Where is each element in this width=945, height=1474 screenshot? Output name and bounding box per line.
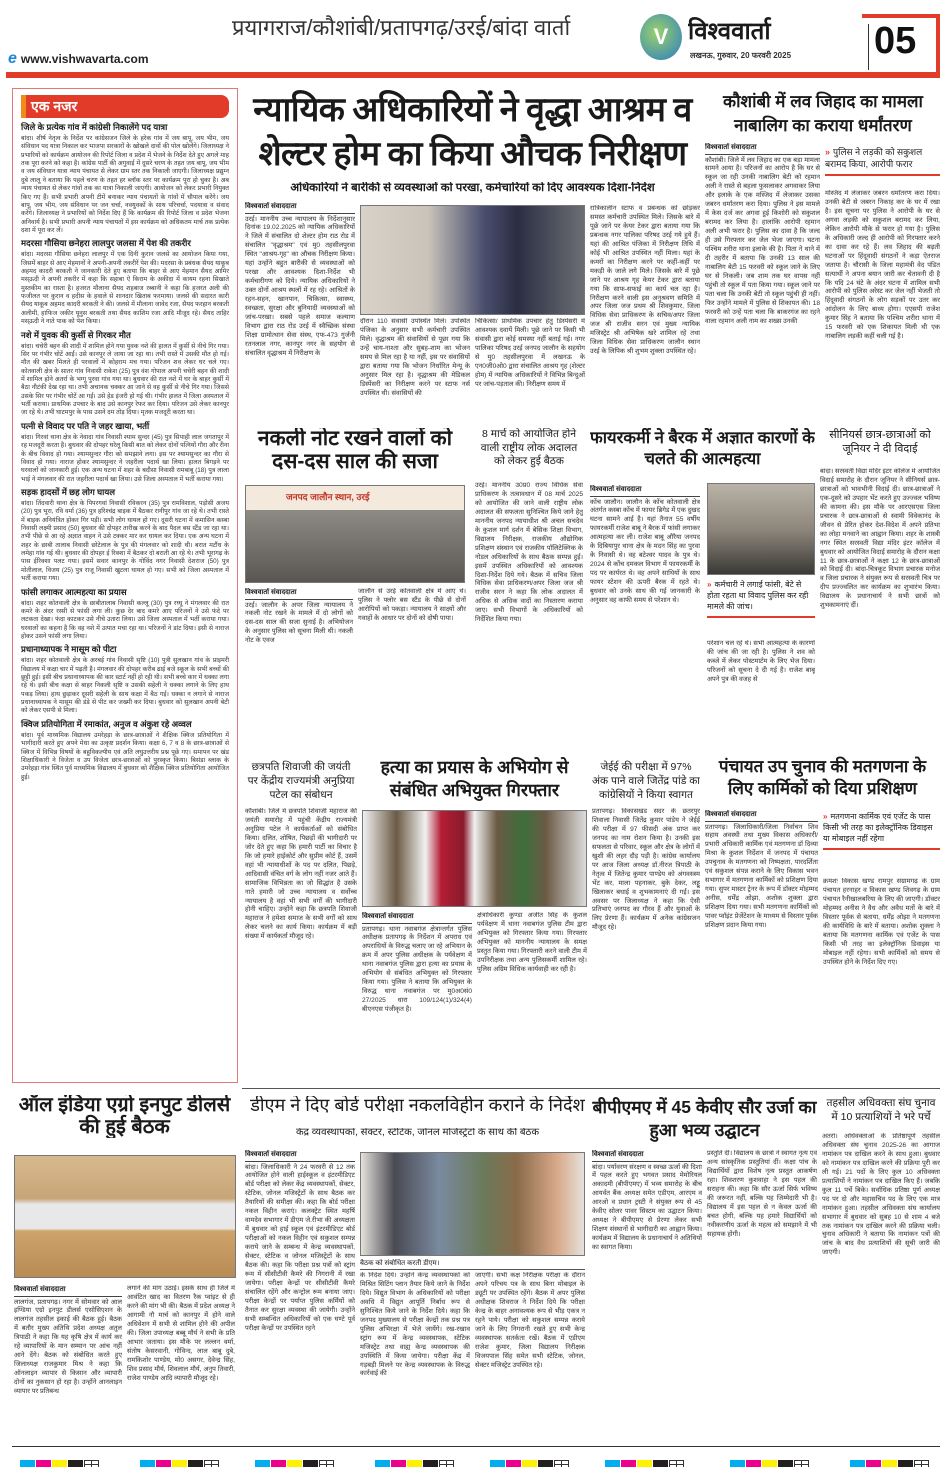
color-swatch: [778, 1460, 793, 1467]
solar-col1: विश्ववार्ता संवाददाता बांदा। पर्यावरण संरक्षण व स्वच्छ ऊर्जा की दिशा में पहल करते हुए भगवत प्रसाद मेमोरियल अकादमी (बीपीएमए) में भव्य समारोह के बीच आयर्वत बैंक अध्यक्ष समेत एडीएम, आरएम व आरओ व प्रधान ट्रस्टी ने संयुक्त रूप से 45 केवीए सोलर पावर सिस्टम का उद्घाटन किया। अध्यक्ष ने बीपीएमए से प्रेरणा लेकर सभी शिक्षण संस्थानों से भागीदारी का आह्वान किया। कार्यक्रम में विद्यालय के प्रधानाचार्य ने अतिथियों का स्वागत किया।: [592, 1151, 702, 1252]
fake-notes-col2: जालौन से उरई कोतवाली क्षेत्र में आए थे। पुलिस ने फ्लोर बस स्टैंड के पीछे से दोनों आरोपियों को पकड़ा। न्यायालय ने साक्ष्यों और गवाहों के आधार पर दोनों को दोषी पाया।: [358, 588, 466, 622]
section-divider: [242, 1088, 940, 1089]
color-swatch: [68, 1460, 83, 1467]
cmyk-swatch-group: [375, 1455, 454, 1467]
main-article-col2: दौरान 110 संवासी उपस्थित मिले। उपस्थित पंजिका के अनुसार सभी कर्मचारी उपस्थित मिले। वृद्धाश्रम की संवासियों से पूछा गया कि उन्हें चाय-नाश्ता और सुबह-शाम का भोजन समय से मिल रहा है या नहीं, इस पर संवासियों द्वारा बताया गया कि भोजन निर्धारित मेन्यू के अनुसार मिल रहा है। वृद्धाश्रम की मेडिकल डिस्पेंसरी का निरीक्षण करने पर स्टाफ नर्स उपस्थित थी। संवासियों की: [360, 318, 470, 397]
registration-mark-icon: [669, 1460, 684, 1467]
color-swatch: [140, 1460, 155, 1467]
color-swatch: [20, 1460, 35, 1467]
registration-mark-icon: [204, 1460, 219, 1467]
brief-body: बांदा। शहर कोतवाली क्षेत्र के अरबई गांव निवासी सृष्टि (10) पुत्री सुलखान गांव के प्राइमरी विद्यालय में कक्षा चार में पढ़ती है। मंगलवार की दोपहर करीब ढाई बजे स्कूल के सभी बच्चों की छुट्टी हुई। इसी बीच प्रधानाध्यापक की कार स्टार्ट नहीं हो रही थी। सभी बच्चे कार में धक्का लगा रहे थे। इसी बीच कक्षा से बाहर निकली सृष्टि व उसकी सहेली ने धक्का लगाने के लिए हाथ पकड़ लिया। हाथ छुड़ाकर दूसरी सहेली के साथ कक्षा में बैठ गई। धक्का न लगाने से नाराज प्रधानाध्यापक ने मासूम की डंडे से पीट कर जख्मी कर दिया। बुधवार को सुलखान अपनी बेटी को लेकर एसपी से मिला।: [21, 657, 229, 715]
main-article-col1: विश्ववार्ता संवाददाता उरई। माननीय उच्च न्यायालय के निर्देशानुसार दिनांक 19.02.2025 को न्यायिक अधिकारियों ने जिले में संचालित दो शेल्टर होम राठ रोड में संचालित ''वृद्धाश्रम'' एवं मु0 तहसीलपुरवा स्थित ''आश्रय-गृह'' का औचक निरीक्षण किया। यहां उन्होंने बहुत बारीकी से व्यवस्थाओं को परखा और आवश्यक दिशा-निर्देश भी कर्मचारीगण को दिये। न्यायिक अधिकारियों ने उक्त दोनों आश्रय स्थलों में रह रहे। आश्रितों के रहन-सहन, खानपान, चिकित्सा, स्वास्थ्य, स्वच्छता, सुरक्षा और बुनियादी व्यवस्थाओं को जांच-परखा। सबसे पहले समाज कल्याण विभाग द्वारा राठ रोड उरई में स्वैच्छिक संस्था शिक्षा ग्रामोत्थान सेवा संस्थ, एफ-473 गुर्जनी रतनलाल नगर, कानपुर नगर के सहयोग से संचालित वृद्धाश्रम में निरीक्षण के: [245, 203, 355, 357]
panchayat-col2: क्रमशः विकास खण्ड रामपुर संग्रामगढ़ के ग्राम पंचायत हरनाहर व विकास खण्ड शिवगढ़ के ग्राम पंचायत रैनीखालबरिया के लिए की जाएगी। डॉक्टर मोहम्मद अनीस ने वैध और अवैध मतों के बारे में विस्तार पूर्वक से बताया, धर्मेंद्र ओझा ने मतगणना की कार्यविधि के बारे में बताया। अशोक शुक्ला ने बताया कि मतगणना कार्मिक एवं एजेंट के पास किसी भी तरह का इलेक्ट्रॉनिक डिवाइस या मोबाइल नहीं रहेगा। सभी कार्मिकों को समय से उपस्थित होने के निर्देश दिए गए।: [823, 878, 940, 966]
color-swatch: [637, 1460, 652, 1467]
color-swatch: [172, 1460, 187, 1467]
brief-title: फांसी लगाकर आत्महत्या का प्रयास: [21, 586, 127, 597]
color-swatch: [375, 1460, 390, 1467]
tehsil-headline: तहसील अधिवक्ता संघ चुनाव में 10 प्रत्याशियों ने भरे पर्चे: [826, 1097, 936, 1124]
color-swatch: [287, 1460, 302, 1467]
page-number-box: [862, 14, 940, 74]
page-number: 05: [874, 20, 917, 62]
jee-headline: जेईई की परीक्षा में 97% अंक पाने वाले जितेंद्र पांडे का कांग्रेसियों ने किया स्वागत: [592, 761, 700, 802]
dm-col3: जाएगी। सभी कक्ष निरीक्षक परीक्षा के दौरान अपने परिचय पत्र के साथ बिना मोबाइल के ड्यूटी पर उपस्थित रहेंगे। बैठक में अपर पुलिस अधीक्षक शिवराज ने निर्देश दिये कि परीक्षा केन्द्र के बाहर अनावश्यक रूप से भीड़ एकत्र न रहने पाये। परीक्षा को सकुशल सम्पन्न कराये जाने के लिए निगरानी रखते हुए सभी केन्द्र व्यवस्थापक सतर्कता रखें। बैठक में एडीएम राजेश कुमार, जिला विद्यालय निरीक्षक विजयपाल सिंह समेत सभी स्टेटिक, जोनल, सेक्टर मजिस्ट्रेट उपस्थित रहे।: [475, 1272, 585, 1369]
agro-col1: विश्ववार्ता संवाददाता लालगंज, प्रतापगढ़। नगर में सोमवार को आल इण्डिया एग्रो इनपुट डीलर्स एसोसिएशन के लालगंज तहसील इकाई की बैठक हुई। बैठक में बतौर मुख्य अतिथि प्रदेश अध्यक्ष अतुल त्रिपाठी ने कहा कि यह कृषि क्षेत्र में कार्य कर रहे व्यापारियों के मान सम्मान पर आंच नहीं आने देंगे। बैठक को संबोधित करते हुए जिलाध्यक्ष राजकुमार मिश्र ने कहा कि ऑनलाइन व्यापार से किसान और व्यापारी दोनों का नुकसान हो रहा है। उन्होंने आनलाइन व्यापार पर प्रतिबन्ध: [14, 1286, 122, 1396]
attempt-col2: क्षेत्राधिकारी कुण्डा अजीत सिंह के कुशल पर्यवेक्षण में थाना नवाबगंज पुलिस टीम द्वारा अभियुक्त को गिरफ्तार किया गया। गिरफ्तार अभियुक्त को माननीय न्यायालय के समक्ष प्रस्तुत किया गया। गिरफ्तारी करने वाली टीम में उपनिरीक्षक तथा अन्य पुलिसकर्मी शामिल रहे। पुलिस अग्रिम विधिक कार्यवाही कर रही है।: [477, 912, 587, 973]
registration-mark-icon: [794, 1460, 809, 1467]
brief-body: बांदा। शहर कोतवाली क्षेत्र के छाबीतालाब निवासी कल्लू (30) पुत्र रघ्घू ने मंगलवार की रात कमरे के अंदर रस्सी से फांसी लगा ली। कुछ देर बाद कमरे आए परिजनों ने उसे फंदे पर लटकता देखा। फंदा काटकर उसे नीचे उतारा लिया। उसे जिला अस्पताल में भर्ती कराया गया। घरवालों का कहना है कि वह नशे में उत्पात मचा रहा था। परिजनों ने डांट दिया। इसी से नाराज होकर उसने फांसी लगा लिया।: [21, 599, 229, 640]
color-swatch: [621, 1460, 636, 1467]
love-jihad-col2: मस्जिद में लेजाकर जबरन धर्मांतरण करा दिया। उनकी बेटी से जबरन निकाह कर के घर में रखा है। इस सूचना पर पुलिस ने आरोपी के घर से अगवा लड़की को सकुशल बरामद कर लिया, लेकिन आरोपी मौके से फरार हो गया है। पुलिस के अधिकारी जल्द ही आरोपी को गिरफ्तार करने का दावा कर रहे हैं। लव जिहाद की बढ़ती घटनाओं पर हिंदूवादी संगठनों ने कड़ा ऐतराज जताया है। चौरासी के जिला महामंत्री वेद पंडित सत्यार्थी ने अपना बयान जारी कर चेतावनी दी है कि यदि 24 घंटे के अंदर घटना में शामिल सभी आरोपी को पुलिस अरेस्ट कर जेल नहीं भेजती तो हिंदूवादी संगठनों के लोग सड़कों पर उतर कर आंदोलन के लिए बाध्य होगा। एएसपी राजेश कुमार सिंह ने बताया कि पश्चिम शरीरा थाना में 15 फरवरी को एक शिकायत मिली थी एक नाबालिग लड़की कहीं चली गई है।: [825, 190, 940, 341]
main-photo: [360, 205, 585, 315]
fireman-photo: [707, 483, 815, 575]
color-swatch: [653, 1460, 668, 1467]
color-swatch: [882, 1460, 897, 1467]
dm-col1: विश्ववार्ता संवाददाता बांदा। जिलाधिकारी ने 24 फरवरी से 12 तक आयोजित होने वाली हाईस्कूल व इंटरमीडिएट बोर्ड परीक्षा को लेकर केंद्र व्यवस्थापकों, सेक्टर, स्टेटिक, जोनल मजिस्ट्रेटों के साथ बैठक कर तैयारियों की समीक्षा की। कहा कि बोर्ड परीक्षा नकल विहीन कराएं। कलक्ट्रेट स्थित महर्षि वामदेव सभागार में डीएम जे.रीभा की अध्यक्षता में बुधवार को हाई स्कूल एवं इंटरमीडिएट बोर्ड परीक्षाओं को नकल विहीन एवं सकुशल सम्पन्न कराये जाने के सम्बन्ध में केन्द्र व्यवस्थापकों, सेक्टर, स्टेटिक व जोनल मजिस्ट्रेटों के साथ बैठक की। कहा कि परीक्षा प्रश्न पत्रों को स्ट्रांग रूम में सीसीटीवी कैमरे की निगरानी में रखा जायेगा। परीक्षा केन्द्रों पर सीसीटीवी कैमरे संचालित रहेंगे और कन्ट्रोल रूम बनाया जाए। परीक्षा केन्द्रों पर पर्याप्त पुलिस कर्मियों को तैनात कर सुरक्षा व्यवस्था की जायेगी। उन्होंने सभी सम्बन्धित अधिकारियों को एक घण्टे पूर्व परीक्षा केन्द्रों पर उपस्थित रहने: [245, 1151, 355, 1332]
solar-headline: बीपीएमए में 45 केवीए सौर उर्जा का हुआ भव्य उद्घाटन: [592, 1097, 817, 1140]
color-swatch: [605, 1460, 620, 1467]
love-jihad-headline: कौशांबी में लव जिहाद का मामला नाबालिग का कराया धर्मांतरण: [723, 92, 923, 135]
browser-e-icon: e: [8, 50, 17, 67]
dm-headline: डीएम ने दिए बोर्ड परीक्षा नकलविहीन कराने के निर्देश: [250, 1096, 585, 1115]
cmyk-swatch-group: [140, 1455, 219, 1467]
brief-body: बांदा। पूर्व माध्यमिक विद्यालय उमरेहड़ा के छात्र-छात्राओं ने शैक्षिक क्विज प्रतियोगिता में भागीदारी करते हुए अपने मेधा का उत्कृष्ट प्रदर्शन किया। कक्षा 6, 7 व 8 के छात्र-छात्राओं से क्विज में विभिन्न विषयों के बहुविकल्पीय एवं अति लघुउत्तरीय प्रश्न पूछे गए। समापन पर खंड शिक्षाधिकारी ने विजेता व उप विजेता छात्र-छात्राओं को पुरस्कृत किया। बिसंडा ब्लाक के उमरेहड़ा गांव स्थित पूर्व माध्यमिक विद्यालय में बुधवार को शैक्षिक क्विज प्रतियोगिता आयोजित हुई।: [21, 731, 229, 781]
section-title: प्रयागराज/कौशांबी/प्रतापगढ़/उरई/बांदा वार्ता: [232, 15, 571, 40]
main-article-col4: रात्रिकालीन स्टाफ व प्रबन्धक को छोड़कर समस्त कर्मचारी उपस्थित मिले। जिसके बारे में पूछे जाने पर केयर टेकर द्वारा बताया गया कि प्रबन्धक नगर पालिका परिषद उरई गये हुये हैं। यहां की आश्रित पंजिका में निरीक्षण तिथि में कोई भी आश्रित उपस्थित नहीं मिला। यहां के कमरों का निरीक्षण करने पर कहीं-कहीं पर मकड़ी के जाले लगे मिले। जिसके बारे में पूछे जाने पर आश्रय गृह केयर टेकर द्वारा बताया गया कि साफ-सफाई का कार्य चल रहा है। निरीक्षण करने वाली इस अनुश्रवण समिति में अपर जिला जज प्रथम श्री शिवकुमार, जिला विधिक सेवा प्राधिकरण के सचिव/अपर जिला जज श्री राजीव सरन एवं मुख्य न्यायिक मजिस्ट्रेट श्री अभिषेक खरे शामिल रहे तथा जिला विधिक सेवा प्राधिकरण जालौन स्थान उरई के लिपिक श्री शुभम शुक्ला उपस्थित रहे।: [590, 205, 700, 356]
lok-adalat-headline: 8 मार्च को आयोजित होने वाली राष्ट्रीय लोक अदालत को लेकर हुई बैठक: [480, 428, 578, 468]
brief-item: [21, 487, 229, 584]
color-swatch: [522, 1460, 537, 1467]
shivaji-body: कौशांबी। जिले में छत्रपति शिवाजी महाराज की जयंती समारोह में पहुंची केंद्रीय राज्यमंत्री अनुप्रिया पटेल ने कार्यकर्ताओं को संबोधित किया। दलित, शोषित, पिछड़ों की भागीदारी पर जोर देते हुए कहा कि हमारी पार्टी का विचार है कि जो हमारे हाईकोर्ट और सुप्रीम कोर्ट हैं, उसमें वहां भी न्यायाधीशों के पद पर दलित, पिछड़े, आदिवासी वंचित वर्ग के लोग नहीं नजर आते हैं। सामाजिक विभिन्नता का जो सिद्धांत है उसके नाते हमारी जो उच्च न्यायालय व सर्वोच्च न्यायालय है वहां भी सभी वर्गों की भागीदारी होनी चाहिए। उन्होंने कहा कि छत्रपति शिवाजी महाराज ने हमेशा समाज के सभी वर्गों को साथ लेकर चलने का कार्य किया। कार्यक्रम में बड़ी संख्या में कार्यकर्ता मौजूद रहे।: [245, 808, 357, 941]
lok-adalat-body: उरई। माननीय उ0प्र0 राज्य विधिक सेवा प्राधिकरण के तत्वावधान में 08 मार्च 2025 को आयोजित की जाने वाली राष्ट्रीय लोक अदालत की सफलता सुनिश्चित किये जाने हेतु माननीय जनपद न्यायाधीश श्री अचल सचदेव के कुशल मार्ग दर्शन में बेसिक शिक्षा विभाग, विद्यालय निरीक्षक, राजकीय औद्योगिक प्रशिक्षण संस्थान एवं राजकीय पॉलिटेक्निक के नोडल अधिकारियों के साथ बैठक सम्पन्न हुई। इसमें उपस्थित अधिकारियों को आवश्यक दिशा-निर्देश दिये गये। बैठक में सचिव जिला विधिक सेवा प्राधिकरण/अपर जिला जज श्री राजीव सरन ने कहा कि लोक अदालत में अधिक से अधिक वादों का निस्तारण कराया जाए। सभी विभागों के अधिकारियों को निर्देशित किया गया।: [475, 482, 583, 624]
quote-chevron-icon: »: [707, 580, 712, 589]
brief-title: पत्नी से विवाद पर पति ने जहर खाया, भर्ती: [21, 420, 150, 431]
panchayat-pullquote: » मतगणना कार्मिक एवं एजेंट के पास किसी भी तरह का इलेक्ट्रॉनिक डिवाइस या मोबाइल नहीं रहेगा: [823, 812, 940, 850]
dm-photo-caption: बैठक को संबोधित करती डीएम।: [360, 1259, 585, 1270]
fireman-col2: परेशान चल रहे थे। सभी आत्महत्या के कारणों की जांच की जा रही है। पुलिस ने शव को कब्जे में लेकर पोस्टमार्टम के लिए भेज दिया। परिजनों को सूचना दे दी गई है। राजेश बाबू अपने पुत्र की वजह से: [707, 640, 815, 683]
panchayat-col1: विश्ववार्ता संवाददाता प्रतापगढ़। जिलाधिकारी/जिला निर्वाचन शिव सहाय अवस्थी तथा मुख्य विकास अधिकारी/प्रभारी अधिकारी कार्मिक एवं मतगणना डॉ दिव्या मिश्रा के कुशल निर्देशन में जनपद में पंचायत उपचुनाव के मतगणना को निष्पक्षता, पारदर्शिता एवं सकुशल संपन्न कराने के लिए विकास भवन सभागार में मतगणना कार्मिकों को प्रशिक्षण दिया गया। सुपर मास्टर ट्रेनर के रूप में डॉक्टर मोहम्मद अनीस, धर्मेंद्र ओझा, अशोक शुक्ला द्वारा प्रशिक्षण दिया गया। सभी मतगणना कार्मिकों को पावर प्वॉइंट प्रेजेंटेशन के माध्यम से विस्तार पूर्वक प्रशिक्षण प्रदान किया गया।: [705, 811, 818, 929]
cmyk-swatch-group: [490, 1455, 569, 1467]
color-swatch: [423, 1460, 438, 1467]
dm-meeting-photo: [360, 1152, 585, 1256]
farewell-body: बांदा। सरस्वती विद्या मंदिर इंटर कॉलेज में आयोजित विदाई समारोह के दौरान जूनियर ने सीनियर्स छात्र-छात्राओं को भावभीनी विदाई दी। छात्र-छात्राओं ने एक-दूसरे को उपहार भेंट करते हुए उज्ज्वल भविष्य की कामना की। इस मौके पर आरएसएस जिला प्रचारक ने छात्र-छात्राओं से स्वामी विवेकानंद के जीवन से प्रेरित होकर देश-विदेश में अपने प्रतिभा का लोहा मनवाने का आह्वान किया। शहर के शास्त्री नगर स्थित सरस्वती विद्या मंदिर इंटर कॉलेज में बुधवार को आयोजित विदाई समारोह के दौरान कक्षा 11 के छात्र-छात्राओं ने कक्षा 12 के छात्र-छात्राओं को विदाई दी। बांदा-चित्रकूट विभाग प्रचारक मनोज व जिला प्रचारक ने संयुक्त रूप से सरस्वती चित्र पर दीप प्रज्ज्वलित कर कार्यक्रम का शुभारंभ किया। विद्यालय के प्रधानाचार्य ने सभी छात्रों को शुभकामनाएं दीं।: [820, 468, 940, 610]
jee-body: प्रतापगढ़। विकासखंड सदर के छतरपुर शिवाला निवासी जितेंद्र कुमार पांडेय ने जेईई की परीक्षा में 97 फीसदी अंक प्राप्त कर जनपद का नाम रोशन किया है। उनकी इस सफलता से परिवार, स्कूल और क्षेत्र के लोगों में खुशी की लहर दौड़ पड़ी है। कांग्रेस कार्यालय पर आज जिला अध्यक्ष डॉ.नीरज त्रिपाठी के नेतृत्व में जितेन्द्र कुमार पाण्डेय को अंगवस्त्रम भेंट कर, माला पहनाकर, बुके देकर, लड्डू खिलाकर बधाई व शुभकामनाएं दी गईं। इस अवसर पर जिलाध्यक्ष ने कहा कि ऐसी प्रतिभाएं जनपद का गौरव हैं और युवाओं के लिए प्रेरणा हैं। कार्यक्रम में अनेक कांग्रेसजन मौजूद रहे।: [592, 808, 700, 932]
color-swatch: [730, 1460, 745, 1467]
shivaji-headline: छत्रपति शिवाजी की जयंती पर केंद्रीय राज्यमंत्री अनुप्रिया पटेल का संबोधन: [247, 761, 355, 802]
brief-title: सड़क हादसों में छह लोग घायल: [21, 486, 116, 497]
dm-subheadline: केंद्र व्यवस्थापकों, सेक्टर, स्टेटिक, जोनल मजिस्ट्रेटों के साथ की बैठक: [295, 1128, 540, 1138]
fake-notes-col1: विश्ववार्ता संवाददाता उरई। जालौन के अपर जिला न्यायालय ने नकली नोट रखने के मामले में दो लोगों को दस-दस साल की सजा सुनाई है। अभियोजन के अनुसार पुलिस को सूचना मिली थी। नकली नोट के एवज: [245, 589, 353, 645]
cmyk-swatch-group: [605, 1455, 684, 1467]
brief-body: बांदा। तिंदवारी थाना क्षेत्र के पिपरगवां निवासी रविकरन (35) पुत्र रामविशाल, पड़ोसी अजय (20) पुत्र भूरा, रवि वर्मा (36) पुत्र हरिश्चंद्र बाइक में बैठकर रानीपुर गांव जा रहे थे। तभी रास्ते में बाइक अनियंत्रित होकर गिर पड़ी। सभी लोग घायल हो गए। दूसरी घटना में कमासिन कस्बा निवासी लक्ष्मी प्रसाद (50) बुधवार की दोपहर तारीख करने के बाद पैदल बस स्टैंड जा रहा था। तभी पीछे से आ रहे अज्ञात वाहन ने उसे टक्कर मार कर घायल कर दिया। एक अन्य घटना में शहर के छाबी तालाब निवासी छोटेलाल के पुत्र की मंगलवार को शादी थी। बरात मटौंध के लमेहा गांव गई थी। बुधवार की दोपहर ई रिक्शा में बैठकर दो बराती आ रहे थे। तभी भूरागढ़ के पास ईरिक्शा पलट गया। इसमें सवार कानपुर के गोविंद नगर निवासी देशराज (50) पुत्र मोतीलाल, विजय (25) पुत्र राजू निवासी खुटला घायल हो गए। सभी को जिला अस्पताल में भर्ती कराया गया।: [21, 499, 229, 583]
brief-title: जिले के प्रत्येक गांव में कांग्रेसी निकालेंगे पद यात्रा: [21, 122, 168, 132]
tehsil-body: अतर्रा। अधिवक्ताओं के प्रतिष्ठापूर्ण तहसील अधिवक्ता संघ चुनाव 2025-26 का आगाज नामांकन पत्र दाखिल करने के साथ हुआ। बुधवार को नामांकन पत्र दाखिल करने की प्रक्रिया पूरी कर ली गई। 21 पदों के लिए कुल 10 अधिवक्ता प्रत्याशियों ने नामांकन पत्र दाखिल किए हैं। जबकि कुल 11 पर्चे बिके। सर्वाधिक प्रतिष्ठा पूर्ण अध्यक्ष पद पर दो और महासचिव पद के लिए एक मात्र नामांकन हुआ। तहसील अधिवक्ता संघ कार्यालय सभागार में बुधवार को सुबह 10 से शाम 4 बजे तक नामांकन पत्र दाखिल करने की प्रक्रिया चली। चुनाव अधिकारी ने बताया कि नामांकन पत्रों की जांच के बाद वैध प्रत्याशियों की सूची जारी की जाएगी।: [822, 1133, 940, 1257]
brief-title: प्रधानाध्यापक ने मासूम को पीटा: [21, 644, 117, 655]
quote-chevron-icon: »: [825, 147, 831, 157]
brief-body: बांदा। शीर्ष नेतृत्व के निर्देश पर कांग्रेसजन जिले के हरेक गांव में जय बापू, जय भीम, जय संविधान पद यात्रा निकाल कर भाजपा सरकारों के खोखले दावों की पोल खोलेंगे। जिलाध्यक्ष ने प्रभारियों को कार्यक्रम आयोजन की रिपोर्ट जिला व प्रदेश में भेजने के निर्देश देते हुए अगले माह तक पूरा करने को कहा है। कांग्रेस पार्टी की अगुवाई में दूसरे चरण के तहत जय बापू, जय भीम व जय संविधान यात्रा न्याय पंचायत से लेकर ग्राम स्तर तक निकाली जाएगी। जिलाध्यक्ष प्रद्युम्न दुबे लालू ने बताया कि पहले चरण के तहत हर ब्लॉक स्तर पर कार्यक्रम पूरा हो चुका है। अब न्याय पंचायत से लेकर गांवों तक का यात्रा निकाली जाएगी। आयोजन को लेकर प्रभारी नियुक्त किए गए हैं। सभी प्रभारी अपनी टीमें बनाकर न्याय पंचायतों के गांवों में चौपाल करेंगे। जय बापू, जय भीम, जय संविधान पर जन चर्चा, नवयुवकों के साथ परिचर्चा, पदयात्रा व संवाद करेंगे। जिलाध्यक्ष ने प्रभारियों को निर्देश दिए हैं कि कार्यक्रम की रिपोर्ट जिला व प्रदेश भेजना अनिवार्य है। सभी प्रभारी अपनी न्याय पंचायतों में इस कार्यक्रम को अधिकतम मार्च तक प्रत्येक दशा में पूरा कर लें।: [21, 135, 229, 234]
brief-item: [21, 330, 229, 418]
registration-mark-icon: [84, 1460, 99, 1467]
farewell-headline: सीनियर्स छात्र-छात्राओं को जूनियर ने दी विदाई: [829, 429, 931, 456]
color-swatch: [898, 1460, 913, 1467]
color-swatch: [156, 1460, 171, 1467]
fake-notes-headline: नकली नोट रखने वालों को दस-दस साल की सजा: [257, 428, 453, 473]
agro-col2: लगाने की मांग उठाई। इसके साथ ही जिले में आवंटित खाद का वितरण रैक प्वांइट से ही करने की मांग भी की। बैठक में प्रदेश अध्यक्ष ने आगामी नौ मार्च को कानपुर में होने वाले अधिवेशन में सभी से शामिल होने की अपील की। जिला उपाध्यक्ष बब्बू मौर्य ने सभी के प्रति आभार जताया। इस मौके पर लल्लन वर्मा, संतोष केसरवानी, गोविन्द, लाल बाबू दुबे, रामकिशोर पाण्डेय, मो0 असगर, देवेन्द्र सिंह, शिव प्रसाद मौर्य, शिवलाल मौर्य, अनुप तिवारी, राजेश पाण्डेय आदि व्यापारी मौजूद रहे।: [127, 1285, 235, 1382]
cmyk-swatch-group: [255, 1455, 334, 1467]
footer-rule: [12, 1446, 940, 1447]
brief-body: बांदा। चचेरी बहन की शादी में शामिल होने गया युवक नशे की हालत में कुर्सी से नीचे गिर गया। सिर पर गंभीर चोटें आईं। उसे कानपुर ले जाया जा रहा था। तभी रास्ते में उसकी मौत हो गई। मौत की खबर मिलते ही परवालों में कोहराम मच गया। परिजन शव लेकर घर चले गए। कोतवाली क्षेत्र के सातर गांव निवासी राकेश (25) पुत्र वंश गोपाल अपनी चचेरी बहन की शादी में शामिल होने अतर्रा के भग्गू पुरवा गांव गया था। बुधवार की रात नशे में घर के बाहर कुर्सी में बैठा नौटंकी देख रहा था। तभी अचानक चक्कर आ जाने से वह कुर्सी से नीचे गिर गया। जिससे उसके सिर पर गंभीर चोटें आ गईं। उसे हेड इंजरी हो गई थी। गंभीर हालत में जिला अस्पताल में भर्ती कराया। प्राथमिक उपचार के बाद उसे कानपुर रेफर कर दिया। परिजन उसे लेकर कानपुर जा रहे थे। तभी घाटमपुर के पास उसने दम तोड़ दिया। मृतक मजदूरी करता था।: [21, 342, 229, 417]
cmyk-swatch-group: [730, 1455, 809, 1467]
panchayat-headline: पंचायत उप चुनाव की मतगणना के लिए कार्मिकों को दिया प्रशिक्षण: [718, 757, 927, 799]
registration-mark-icon: [554, 1460, 569, 1467]
color-swatch: [490, 1460, 505, 1467]
color-swatch: [762, 1460, 777, 1467]
attempt-headline: हत्या का प्रयास के अभियोग से संबंधित अभियुक्त गिरफ्तार: [380, 757, 569, 800]
color-swatch: [391, 1460, 406, 1467]
attempt-col1: विश्ववार्ता संवाददाता प्रतापगढ़। थाना नवाबगंज क्षेत्रान्तर्गत पुलिस अधीक्षक प्रतापगढ़ के निर्देशन में अपराध एवं अपराधियों के विरुद्ध चलाए जा रहे अभियान के क्रम में अपर पुलिस अधीक्षक के पर्यवेक्षण में थाना नवाबगंज पुलिस द्वारा हत्या का प्रयास के अभियोग से संबंधित अभियुक्त को गिरफ्तार किया गया। पुलिस ने बताया कि अभियुक्त के विरुद्ध थाना नवाबगंज पर मु0अ0सं0 27/2025 धारा 109/124(1)/324(4) बीएनएस पंजीकृत है।: [362, 913, 472, 1014]
color-swatch: [36, 1460, 51, 1467]
brief-title: क्विज प्रतियोगिता में रमाकांत, अनुज व अंकुश रहे अव्वल: [21, 718, 192, 729]
brand-name: विश्ववार्ता: [688, 18, 771, 45]
fireman-pullquote: » कर्मचारी ने लगाई फांसी, बेटे से होता रहता था विवाद पुलिस कर रही मामले की जांच।: [707, 580, 815, 618]
color-swatch: [271, 1460, 286, 1467]
color-swatch: [407, 1460, 422, 1467]
registration-mark-icon: [439, 1460, 454, 1467]
agro-meeting-photo: [14, 1155, 236, 1278]
cmyk-swatch-group: [20, 1455, 99, 1467]
color-registration-bars: [0, 1455, 945, 1467]
ek-nazar-list: [21, 122, 229, 782]
registration-mark-icon: [914, 1460, 929, 1467]
color-swatch: [746, 1460, 761, 1467]
fake-notes-photo: जनपद जालौन स्थान, उरई: [245, 485, 465, 583]
fireman-col1: विश्ववार्ता संवाददाता कोंच जालौन। जालौन के कोंच कोतवाली क्षेत्र अंतर्गत कस्बा कोंच में फायर ब्रिगेड में एक दुखद घटना सामने आई है। यहां तैनात 55 वर्षीय फायरकर्मी राजेश बाबू ने बैरक में फांसी लगाकर आत्महत्या कर ली। राजेश बाबू औरैया जनपद के दिबियापुर थाना क्षेत्र के मदन सिंह का पुरवा के निवासी थे। वह बटेश्वर यादव के पुत्र थे। 2024 से कोंच दमकल विभाग में फायरकर्मी के पद पर कार्यरत थे। वह अपने साथियों के साथ फायर स्टेशन की ऊपरी बैरक में रहते थे। बुधवार को उनके साथ की गई जानकारी के अनुसार वह काफी समय से परेशान थे।: [590, 486, 700, 604]
main-subheadline: अधिकारियों ने बारीकी से व्यवस्थाओं को परखा, कर्मचारियों को दिए आवश्यक दिशा-निर्देश: [245, 182, 700, 194]
brief-item: [21, 421, 229, 484]
love-jihad-col1: विश्ववार्ता संवाददाता कौशांबी। जिले में लव जिहाद का एक बड़ा मामला सामने आया है। परिजनों का आरोप है कि घर से स्कूल जा रही उनकी नाबालिग बेटी को रहमान अली ने रास्ते से बहला फुसलाकर अगवाकर लिया और इलाके के एक मस्जिद में लेजाकर उसका जबरन धर्मांतरण करा दिया। पुलिस ने इस मामले में केस दर्ज कर अगवा हुई किशोरी को सकुशल बरामद कर लिया है। हालांकि आरोपी रहमान अली अभी फरार है। पुलिस का दावा है कि जल्द ही उसे गिरफ्तार कर जेल भेजा जाएगा। घटना पश्चिम शरीरा थाना इलाके की है। पिता ने थाने में दी तहरीर में बताया कि उनकी 13 साल की नाबालिग बेटी 15 फरवरी को स्कूल जाने के लिए घर से निकली। जब शाम तक घर वापस नहीं पहुंची तो स्कूल में पता किया गया। स्कूल जाने पर पता चला कि उनकी बेटी तो स्कूल पहुंची ही नहीं। फिर उन्होंने मामले में पुलिस से शिकायत की। 18 फरवरी को उन्हें पता चला कि बाकरगंज का रहने वाला रहमान अली नाम का शख्स उनकी: [705, 144, 820, 325]
color-swatch: [866, 1460, 881, 1467]
color-swatch: [188, 1460, 203, 1467]
brief-item: [21, 719, 229, 782]
brief-item: [21, 122, 229, 235]
brief-title: नशे में युवक की कुर्सी से गिरकर मौत: [21, 329, 131, 340]
color-swatch: [255, 1460, 270, 1467]
brief-body: बांदा। मदरसा गौसिया छनेहरा लालपुर में एक दिनी कुरान जलसे का आयोजन किया गया, जिसमें बाहर से आए मेहमानों ने अपनी-अपनी तकरीरें पेश की। मदरसा के प्रबंधक सैयद याकूब अहमद कादरी बरकती ने जानकारी देते हुए बताया कि बाहर से आए मेहमान सैयद आमिर मस्ऊदी ने अपनी तकरीर में कहा कि सहाबा ऐ किराम के अकीदा में कायम रहना सिखाते मुस्तकीम का रास्ता है। हजरत मौलाना सैयद शहबाज रब्बानी ने कहा कि हजरत अली की फजीलत पर कुरान व हदीस के हवाले से शानदार खिताब फरमाया। जलसे की सदारत कारी सैयद याकूब अहमद कादरी बरकती ने की। जलसे में मौलाना जावेद रजा, सैयद फरहान बरकती अलीमी, हाफिज जकीर यूनुस बरकती तथा सैयद काशिम रजा आदि मौजूद रहे। सैयद ताहिर मस्ऊदी ने नाते पाक को पेश किया।: [21, 251, 229, 326]
brand-logo-icon: V: [640, 14, 682, 60]
brief-item: [21, 644, 229, 716]
agro-headline: ऑल इंडिया एग्रो इनपुट डीलर्स की हुई बैठक: [18, 1095, 231, 1138]
ek-nazar-panel: [12, 88, 238, 1083]
solar-col2: प्रस्तुति दी। विद्यालय के छात्रों ने स्वागत नृत्य एवं अन्य सांस्कृतिक प्रस्तुतियां दीं। कक्षा पांच के विद्यार्थियों द्वारा विशेष नृत्य प्रस्तुत आकर्षण रहा। शिवशरण कुशवाहा ने इस पहल की सराहना की। कहा कि सौर ऊर्जा सिर्फ भविष्य की जरूरत नहीं, बल्कि यह जिम्मेदारी भी है। विद्यालय में इस पहल से न केवल ऊर्जा की बचत होगी, बल्कि यह हमारे विद्यार्थियों को नवीकरणीय ऊर्जा के महत्व को समझाने में भी सहायक होगी।: [707, 1150, 817, 1238]
police-photo: [362, 810, 587, 907]
main-headline: न्यायिक अधिकारियों ने वृद्धा आश्रम व शेल्टर होम का किया औचक निरीक्षण: [253, 90, 692, 173]
cmyk-swatch-group: [850, 1455, 929, 1467]
dm-col2: के निर्देश दिये। उन्होंने केन्द्र व्यवस्थापकों को मिश्रित सिटिंग प्लान तैयार किये जाने के निर्देश दिये। विद्युत विभाग के अधिकारियों को परीक्षा अवधि में विद्युत आपूर्ति निर्बाध रूप से सुनिश्चित किये जाने के निर्देश दिये। कहा कि जनपद मुख्यालय से परीक्षा केन्द्रों तक प्रश्न पत्र पुलिस अभिरक्षा में भेजे जायेंगे। रख-रखाव स्ट्रांग रूम में केन्द्र व्यवस्थापक, स्टेटिक मजिस्ट्रेट तथा वाह्य केन्द्र व्यवस्थापक की उपस्थिति में किया जायेगा। परीक्षा केंद्र में गड़बड़ी मिलने पर केन्द्र व्यवस्थापक के विरुद्ध कार्रवाई की: [360, 1272, 470, 1378]
website-link[interactable]: e www.vishwavarta.com: [8, 50, 149, 67]
brief-body: बांदा। गिरवां थाना क्षेत्र के नेवादा गांव निवासी श्याम सुन्दर (45) पुत्र सिपाही लाल जगतापुर में रह मजदूरी करता है। बुधवार की दोपहर घरेलू किसी बात को लेकर दोनों पत्नियों गौरा और रीना के बीच विवाद हो गया। श्यामसुन्दर गौरा को समझाने लगा। इस पर श्यामसुन्दर का गौरा से विवाद हो गया। नाराज होकर श्यामसुन्दर ने जहरीला पदार्थ खा लिया। हालत बिगड़ने पर घरवालों को जानकारी हुई। एक अन्य घटना में शहर के बदौसा निवासी रामबाबू (18) पुत्र लाला भाई ने मंगलवार की रात जहरीला पदार्थ खा लिया। उसे जिला अस्पताल में भर्ती कराया गया।: [21, 433, 230, 483]
header-rule: [6, 72, 940, 78]
color-swatch: [538, 1460, 553, 1467]
color-swatch: [506, 1460, 521, 1467]
ek-nazar-label: एक नजर: [21, 95, 229, 118]
fireman-headline: फायरकर्मी ने बैरक में अज्ञात कारणों के चलते की आत्महत्या: [590, 429, 815, 469]
quote-chevron-icon: »: [823, 812, 828, 821]
love-jihad-pullquote: » पुलिस ने लड़की को सकुशल बरामद किया, आरोपी फरार: [825, 146, 940, 176]
color-swatch: [303, 1460, 318, 1467]
main-article-col3: चिकित्सा/ प्राथमिक उपचार हेतु डिस्पेंसरी में आवश्यक दवायें मिली। पूछे जाने पर किसी भी संवासी द्वारा कोई समस्या नहीं बताई गई। नगर पालिका परिषद उरई जनपद जालौन के सहयोग से मु0 तहसीलपुरवा में लखनऊ के एन0जी0ओ0 द्वारा संचालित आश्रय गृह (शेल्टर होम) में न्यायिक अधिकारियों ने विभिन्न बिन्दुओं पर जांच-पड़ताल की। निरीक्षण समय में: [475, 318, 585, 388]
color-swatch: [850, 1460, 865, 1467]
registration-mark-icon: [319, 1460, 334, 1467]
brief-item: [21, 238, 229, 326]
color-swatch: [52, 1460, 67, 1467]
brief-title: मदरसा गौसिया छनेहरा लालपुर जलसा में पेश की तकरीर: [21, 238, 191, 249]
dateline: लखनऊ, गुरुवार, 20 फरवरी 2025: [690, 51, 792, 60]
brief-item: [21, 587, 229, 642]
